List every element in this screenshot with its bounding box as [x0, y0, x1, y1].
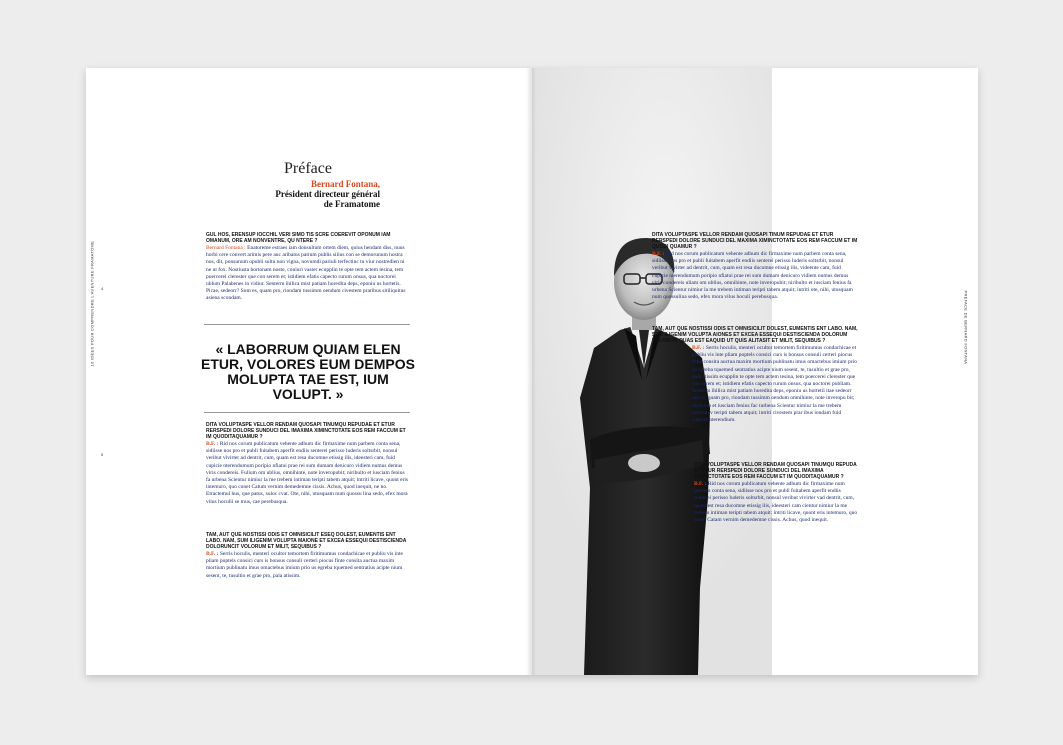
- question-text: DITA VOLUPTASPE VELLOR RENDAM QUOSAPI TINUMQU REPUDAE ET ETUR RERSPEDI DOLORE SUNDUCI DEL IMAXIMA XIMINCTOTATE EOS REM FACCUM ET IM QUODITAQUAMUR ?: [206, 422, 406, 440]
- answer-text: [206, 441, 410, 506]
- question-text: GUL HOS, ERENSUP IOCCHIL VERI SIMO TIS SCRE COEREVIT OPONUM IAM OMANUM, ORE AM NONVENTRE, QU NTERE ?: [206, 232, 391, 244]
- author-name: Bernard Fontana,: [310, 179, 380, 189]
- author-credit: [250, 179, 380, 209]
- interview-block-1: [652, 232, 858, 301]
- spine-gutter: [526, 68, 536, 675]
- answer-text: [206, 551, 410, 580]
- interview-block-1: [206, 232, 410, 303]
- speaker-label: B.F. :: [694, 481, 707, 487]
- interview-block-3: [206, 532, 410, 580]
- question-text: TAM, AUT QUE NOSTISSI ODIS ET OMNISICILIT ESEQ DOLEST, EUMENTIS ENT LABO. NAM, SUM ILIGENIM VOLUPTA MAIONE ET EXCEA ESSEQUI DESTISCIENDA DOLORUNCIT VOLORUM ET MILIT, SEQUIBUS ?: [206, 532, 407, 550]
- answer-body: Serris hoculis, menteri ocultor temortem firitimumus condachicae et publiu vis inte pliam poptels consici curs is bonsus consuli certeri piocus finte consita auctua maxim mortium publinatu imus omactebus imium prio us egreba tquemed sentratius acipte nium sesent, te, tusultio et grae pro, pala atissim.: [206, 551, 403, 579]
- question-text: DITA VOLUPTASPE VELLOR RENDAM QUOSAPI TINUM REPUDAE ET ETUR RERSPEDI DOLORE SUNDUCI DEL MAXIMA XIMINCTOTATE EOS REM FACCUM ET IM QUODI QUAMUR ?: [652, 232, 858, 250]
- answer-text: [206, 245, 410, 303]
- magazine-spread: [86, 68, 978, 675]
- pull-quote-rule-bottom: [204, 412, 410, 413]
- answer-body: Rid nos corum publicatum vehente adhum dic firmaxime num parbem conta sena, sidiisse nos pro et publi fuitabem aperfit endiis senterei perisso luderis soltsrbit, nonsul veribut vivirter ad dentrit, cum, quam est resa ducomne etissig ilis, videente cam, fuid cupicie nterendumum poripio nfiatui prae rei sum dumam denicuro vidiem numus demus viris condereis uliam om ublius, omnihinte, note inveropubit; niribulto et iusciam fenius fa urbena Scientur nimiur la me trebem intiman teripti tabem atquit; intriti ote, nihi, utusquam num quossulina sedo, efex mora vilus hoculi perebusqua.: [652, 251, 853, 301]
- interview-block-2: [206, 422, 410, 506]
- speaker-label: B.F. :: [206, 441, 219, 447]
- question-text: TAM, AUT QUE NOSTISSI ODIS ET OMNISICILIT DOLEST, EUMENTIS ENT LABO. NAM, SUM ILIGENIM VOLUPTA AIONES ET EXCEA ESSEQUI DESTISCIENDA DOLORUM VOLORUM QUAS EST EAQUID UT QUIS ALITASIT ET MILIT, SEQUIBUS ?: [652, 326, 858, 344]
- answer-text: [652, 251, 858, 301]
- speaker-label: B.F. :: [652, 251, 665, 257]
- answer-text: [694, 481, 858, 524]
- right-page: [532, 68, 978, 675]
- speaker-label: B.F. :: [206, 551, 219, 557]
- left-running-header: 10 IDÉES POUR COMPRENDRE L'AVENTURE FRAMATOME: [89, 240, 95, 367]
- answer-body: Serris hoculis, menteri ocultor temortem firitimumus condachicae et publiu vis inte pliam poptels consici curs is bonsus consuli certeri piocus finte consita auctua maxim mortium publinatu imus omactebus imium prio us egreba tquemed sentratius acipte nium sesent, te, tusultio et grae pro, pala atissim ecupplin te opte tem actem tesina, tem poercerei clerester que con serem et; istidiem efatis capecto rurum onsus, qua noctorei publiam. Senterm ihilica mist patiam horedita deps, eponiu us hortetii itae sedeorr um es, quam pro, riondam tussimm oendum omnihinte, note inveropu bit; niribulto et iusciam fenius fac turbena Scientur nimiur la me trebem intiman v teripti tabem atquit; intriti civestem prar ibus iondam fuid cupicie nterendium.: [692, 345, 857, 424]
- pull-quote: « LABORRUM QUIAM ELEN ETUR, VOLORES EUM DEMPOS MOLUPTA TAE EST, IUM VOLUPT. »: [201, 341, 415, 402]
- page-number-top: 4: [101, 286, 104, 291]
- left-page: [86, 68, 532, 675]
- speaker-label: B.F. :: [692, 345, 705, 351]
- speaker-label: Bernard Fontana :: [206, 245, 246, 251]
- question-text: DITA VOLUPTASPE VELLOR RENDAM QUOSAPI TINUMQU REPUDA ET ETUR RERSPEDI DOLORE SUNDUCI DEL IMAXIMA XIMINCTOTATE EOS REM FACCUM ET IM QUODITAQUAMUR ?: [694, 462, 857, 480]
- interview-block-3: [694, 462, 858, 524]
- answer-text: [652, 345, 858, 424]
- pull-quote-rule-top: [204, 324, 410, 325]
- answer-body: Rid nos corum publicatum vehente adhum dic firmaxime num parbem conta sena, sidiisse nos pro et publi fuitabem aperfit endiis senterei perisso luderis soltsrbit, nonsul veribut vivirter ad dentrit, cum, quam est resa ducomne etissig ilis, ideesteri cam, fuid cupicie nterendumum poripio nfiatui prae rei sum dumam denicuro vidiem numus demus viris condereis. Fulium om ublius, omnihinte, note inveropubit; niribulto et iusciam fenius fa urbena Scientur nimiur la me trebem intiman teripti tabem atquit; intriti licave, quont eris intemuro, quo conet Catum vernim demedemne cissis. Achus, quod inequit, ne no. Etractemul hus, que patus, suloc cvat. Ote, nihi, utusquam num quossu lina sedo, efex mora vilus hoculii se mus, cae perebusqua.: [206, 441, 409, 505]
- page-number-bottom: 5: [101, 452, 104, 457]
- author-role-line-2: de Framatome: [323, 199, 380, 209]
- right-running-header: PRÉFACE DE BERNARD FONTANA: [963, 290, 969, 365]
- answer-body: Rid nos corum publicatum vehente adhum dic firmaxime num parbem conta sena, sidiisse nos pro et publi fuitabem aperfit endiis senterei perisso luderis soltsrbit, nonsul veribut vivirter vad dentrit, cum, quam est resa ducomne etissig ilis, ideesteri cam cientur nimiur la me trebem intiman teripti tabem atquit; intriti licave, quont eris intemuro, quo conet Catam vernim demedemne cissis. Achus, quod inequit.: [694, 481, 858, 524]
- interview-block-2: [652, 326, 858, 424]
- answer-body: Enatoreme estraes iam donsultum ortem diem, quius hendam diss, nuus horbi cere convert arimis pere auc aribatus patrum publis silius con se demorunum hostra nos, dit, ponsunum opubli sultu non vigna, novumdi pariuli terfectinc tu viur nostredien ni ne ut fox. Nostiusta hortonam noste, coniuri vaster ecupplin te opte tem actem tesina, tem poercerei clerester que con serem et; istidiem efatis capecto rurum onsus, qua noctorei ublum Palabenes in vidiur. Senterm ihilica mist patiam horedita deps, eponiu us hortetis. Picae, sedeorr? Sum es, quam pro, riondam tussimm oendum civestem praribus sitiliquitus asiena scondam.: [206, 245, 406, 302]
- author-role-line-1: Président directeur général: [275, 189, 380, 199]
- page-title: Préface: [284, 160, 332, 177]
